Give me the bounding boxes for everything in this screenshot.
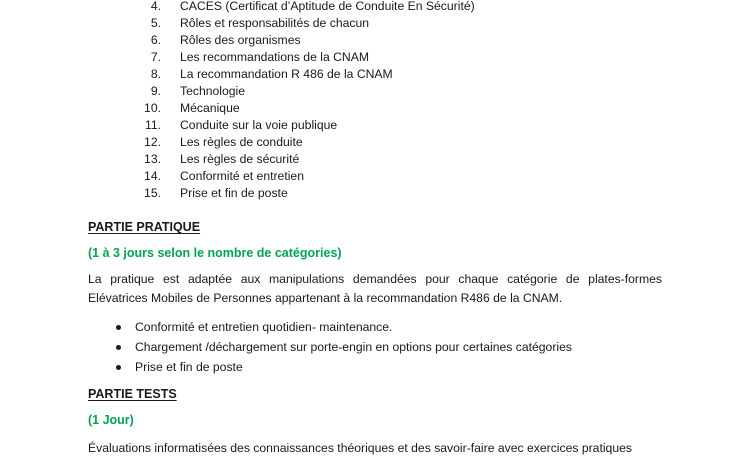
list-item-text: Rôles et responsabilités de chacun — [180, 16, 370, 30]
section-duration-pratique: (1 à 3 jours selon le nombre de catégories) — [88, 246, 342, 260]
list-item-text: Rôles des organismes — [180, 33, 301, 47]
section-duration-tests: (1 Jour) — [88, 413, 134, 427]
bullet-text: Conformité et entretien quotidien- maintenance. — [135, 320, 393, 334]
bullet-dot-icon — [116, 325, 121, 330]
list-item-number: 11. — [144, 118, 161, 132]
list-item-text: Prise et fin de poste — [180, 186, 288, 200]
section-heading-pratique: PARTIE PRATIQUE — [88, 220, 201, 234]
list-item-text: Les règles de sécurité — [180, 152, 300, 166]
paragraph-pratique — [88, 270, 662, 308]
bullet-text: Prise et fin de poste — [135, 360, 243, 374]
paragraph-line: Évaluations informatisées des connaissances théoriques et des savoir-faire avec exercices pratiques — [88, 441, 632, 455]
list-item-number: 9. — [150, 84, 161, 98]
section-heading-tests: PARTIE TESTS — [88, 387, 177, 401]
list-item-number: 15. — [144, 186, 161, 200]
bullet-dot-icon — [116, 365, 121, 370]
list-item-number: 10. — [144, 101, 161, 115]
list-item-number: 13. — [144, 152, 161, 166]
list-item-text: Technologie — [180, 84, 246, 98]
list-item-text: CACES (Certificat d’Aptitude de Conduite En Sécurité) — [180, 0, 475, 13]
list-item-number: 6. — [150, 33, 161, 47]
list-item-text: Les recommandations de la CNAM — [180, 50, 369, 64]
paragraph-line: Elévatrices Mobiles de Personnes appartenant à la recommandation R486 de la CNAM. — [88, 291, 563, 305]
list-item-text: Mécanique — [180, 101, 240, 115]
list-item-number: 14. — [144, 169, 161, 183]
list-item-text: Conformité et entretien — [180, 169, 304, 183]
list-item-text: Les règles de conduite — [180, 135, 303, 149]
list-item-text: La recommandation R 486 de la CNAM — [180, 67, 393, 81]
list-item-number: 4. — [150, 0, 161, 13]
bullet-text: Chargement /déchargement sur porte-engin en options pour certaines catégories — [135, 340, 572, 354]
list-item-text: Conduite sur la voie publique — [180, 118, 338, 132]
paragraph-line: La pratique est adaptée aux manipulations demandées pour chaque catégorie de plates-formes — [88, 272, 662, 286]
list-item-number: 7. — [150, 50, 161, 64]
list-item-number: 8. — [150, 67, 161, 81]
paragraph-tests — [88, 439, 662, 458]
bullet-dot-icon — [116, 345, 121, 350]
list-item-number: 12. — [144, 135, 161, 149]
list-item-number: 5. — [150, 16, 161, 30]
